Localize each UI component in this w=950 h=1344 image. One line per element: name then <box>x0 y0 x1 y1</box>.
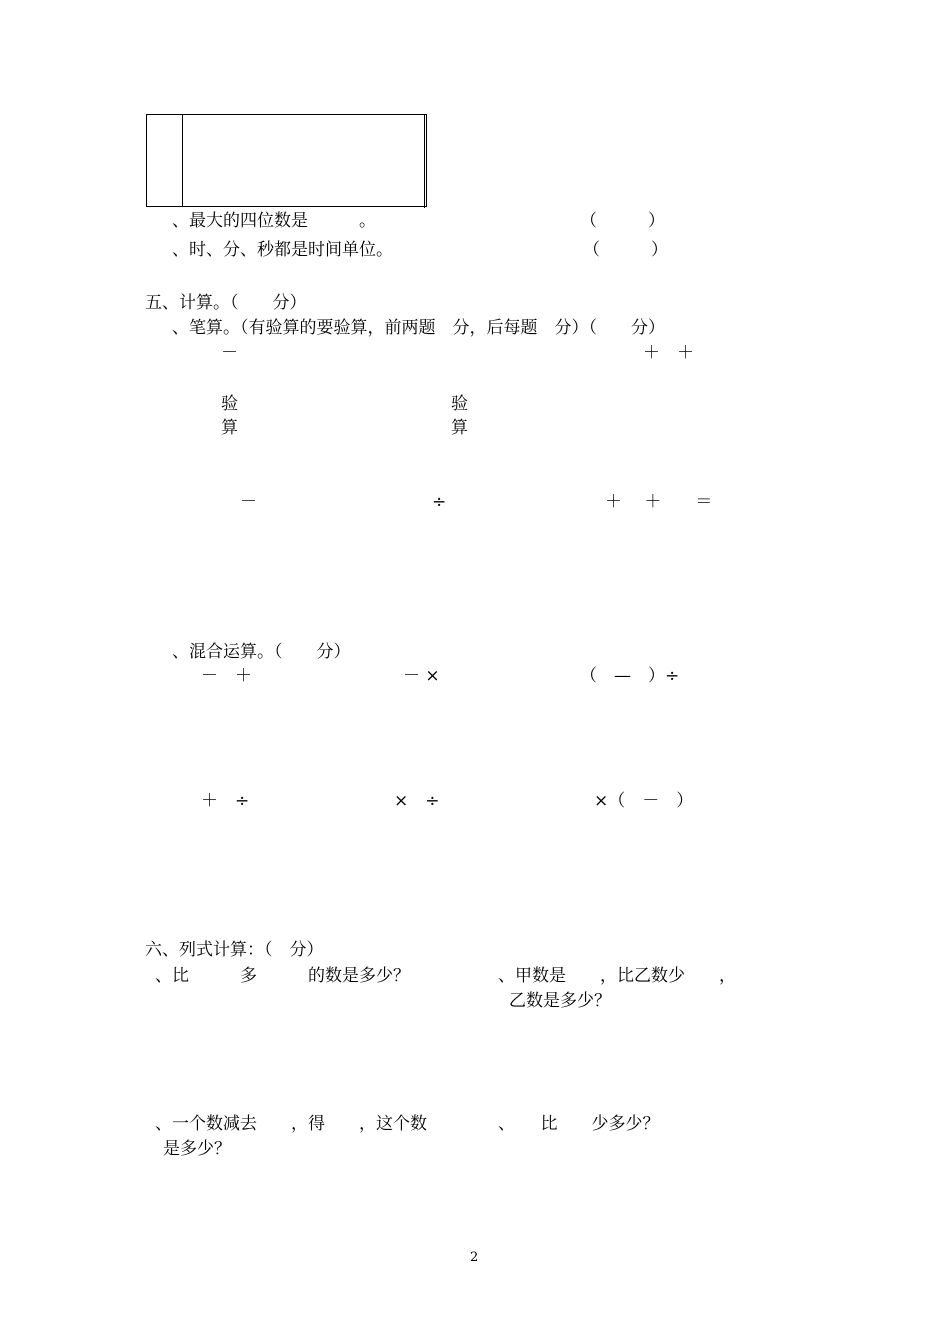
section6-q2-line1: 、甲数是 ，比乙数少 ， <box>498 966 736 986</box>
section6-q4: 、 比 少多少？ <box>498 1114 660 1134</box>
answer-box-divider <box>182 114 183 206</box>
part2-r1-b: － × <box>403 666 440 686</box>
check-label-1b: 算 <box>221 418 238 438</box>
section5-part2-heading: 、混合运算。（ 分） <box>172 642 351 662</box>
check-label-1a: 验 <box>221 394 238 414</box>
check-label-2a: 验 <box>451 394 468 414</box>
section5-heading: 五、计算。（ 分） <box>145 293 307 313</box>
part2-r2-c: ×（ － ） <box>594 791 694 811</box>
part1-row1-left: － <box>221 343 238 363</box>
section6-q3-line1: 、一个数减去 ，得 ，这个数 <box>155 1114 427 1134</box>
check-label-2b: 算 <box>451 418 468 438</box>
part2-r2-a: ＋ ÷ <box>201 791 250 811</box>
section6-q3-line2: 是多少？ <box>163 1139 231 1159</box>
answer-box-right-edge <box>424 114 425 208</box>
page-number: 2 <box>470 1250 479 1265</box>
judge-q1-paren: （ ） <box>580 211 665 231</box>
part2-r1-c: （ — ）÷ <box>580 666 680 686</box>
section6-heading: 六、列式计算：（ 分） <box>145 940 324 960</box>
part1-row1-right: ＋ ＋ <box>643 343 694 363</box>
part1-row2-c: ＋ ＋ ＝ <box>605 492 713 512</box>
section6-q1: 、比 多 的数是多少？ <box>155 966 410 986</box>
answer-box-frame <box>146 114 427 207</box>
part1-row2-b: ÷ <box>432 492 447 512</box>
section5-part1-heading: 、笔算。（有验算的要验算，前两题 分，后每题 分）（ 分） <box>172 318 665 338</box>
part2-r1-a: － ＋ <box>201 666 252 686</box>
judge-q2-text: 、时、分、秒都是时间单位。 <box>172 240 393 260</box>
judge-q2-paren: （ ） <box>583 240 668 260</box>
judge-q1-text: 、最大的四位数是 。 <box>172 211 376 231</box>
part1-row2-a: － <box>240 492 257 512</box>
part2-r2-b: × ÷ <box>394 791 440 811</box>
section6-q2-line2: 乙数是多少？ <box>509 991 611 1011</box>
